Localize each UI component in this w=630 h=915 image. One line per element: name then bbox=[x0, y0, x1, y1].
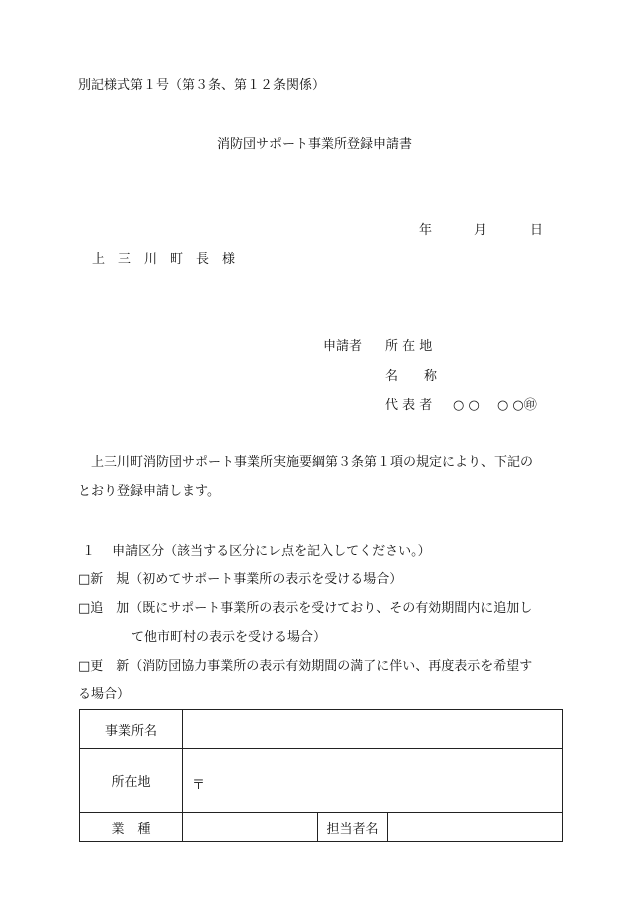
applicant-name-label: 名 称 bbox=[385, 369, 438, 384]
industry-label: 業 種 bbox=[80, 813, 183, 842]
option-renew bbox=[78, 659, 532, 675]
checkbox-new[interactable]: □ bbox=[78, 572, 91, 587]
option-renew-text: 更 新（消防団協力事業所の表示有効期間の満了に伴い、再度表示を希望す bbox=[90, 659, 533, 674]
option-new-text: 新 規（初めてサポート事業所の表示を受ける場合） bbox=[90, 572, 403, 587]
table-row-industry bbox=[80, 813, 563, 842]
contact-field[interactable] bbox=[388, 813, 563, 842]
industry-field[interactable] bbox=[183, 813, 318, 842]
applicant-label: 申請者 bbox=[323, 339, 363, 354]
application-table bbox=[79, 709, 563, 842]
date-month-label: 月 bbox=[474, 223, 488, 238]
location-label: 所在地 bbox=[80, 749, 183, 813]
option-new bbox=[78, 572, 402, 588]
location-field[interactable] bbox=[183, 749, 563, 813]
date-year-label: 年 bbox=[419, 223, 433, 238]
table-row-office-name bbox=[80, 710, 563, 749]
applicant-rep-label: 代 表 者 bbox=[385, 398, 433, 413]
applicant-rep-value: ○ ○ ○ ○㊞ bbox=[453, 398, 537, 413]
body-line-1: 上三川町消防団サポート事業所実施要綱第３条第１項の規定により、下記の bbox=[91, 455, 534, 470]
option-renew-cont: る場合） bbox=[78, 687, 131, 702]
contact-label: 担当者名 bbox=[318, 813, 388, 842]
office-name-field[interactable] bbox=[183, 710, 563, 749]
body-line-2: とおり登録申請します。 bbox=[78, 484, 220, 499]
date-day-label: 日 bbox=[530, 223, 544, 238]
section-1-heading: １ 申請区分（該当する区分にレ点を記入してください。） bbox=[82, 544, 431, 559]
addressee: 上 三 川 町 長 様 bbox=[92, 252, 236, 267]
applicant-address-label: 所 在 地 bbox=[385, 339, 433, 354]
table-row-location bbox=[80, 749, 563, 813]
postal-mark: 〒 bbox=[192, 778, 206, 793]
document-title: 消防団サポート事業所登録申請書 bbox=[217, 137, 413, 152]
checkbox-renew[interactable]: □ bbox=[78, 659, 91, 674]
option-add-cont: て他市町村の表示を受ける場合） bbox=[131, 630, 327, 645]
option-add-text: 追 加（既にサポート事業所の表示を受けており、その有効期間内に追加し bbox=[90, 601, 533, 616]
form-number: 別記様式第１号（第３条、第１２条関係） bbox=[78, 78, 326, 93]
body-paragraph bbox=[78, 448, 558, 506]
office-name-label: 事業所名 bbox=[80, 710, 183, 749]
checkbox-add[interactable]: □ bbox=[78, 601, 91, 616]
option-add bbox=[78, 601, 532, 617]
